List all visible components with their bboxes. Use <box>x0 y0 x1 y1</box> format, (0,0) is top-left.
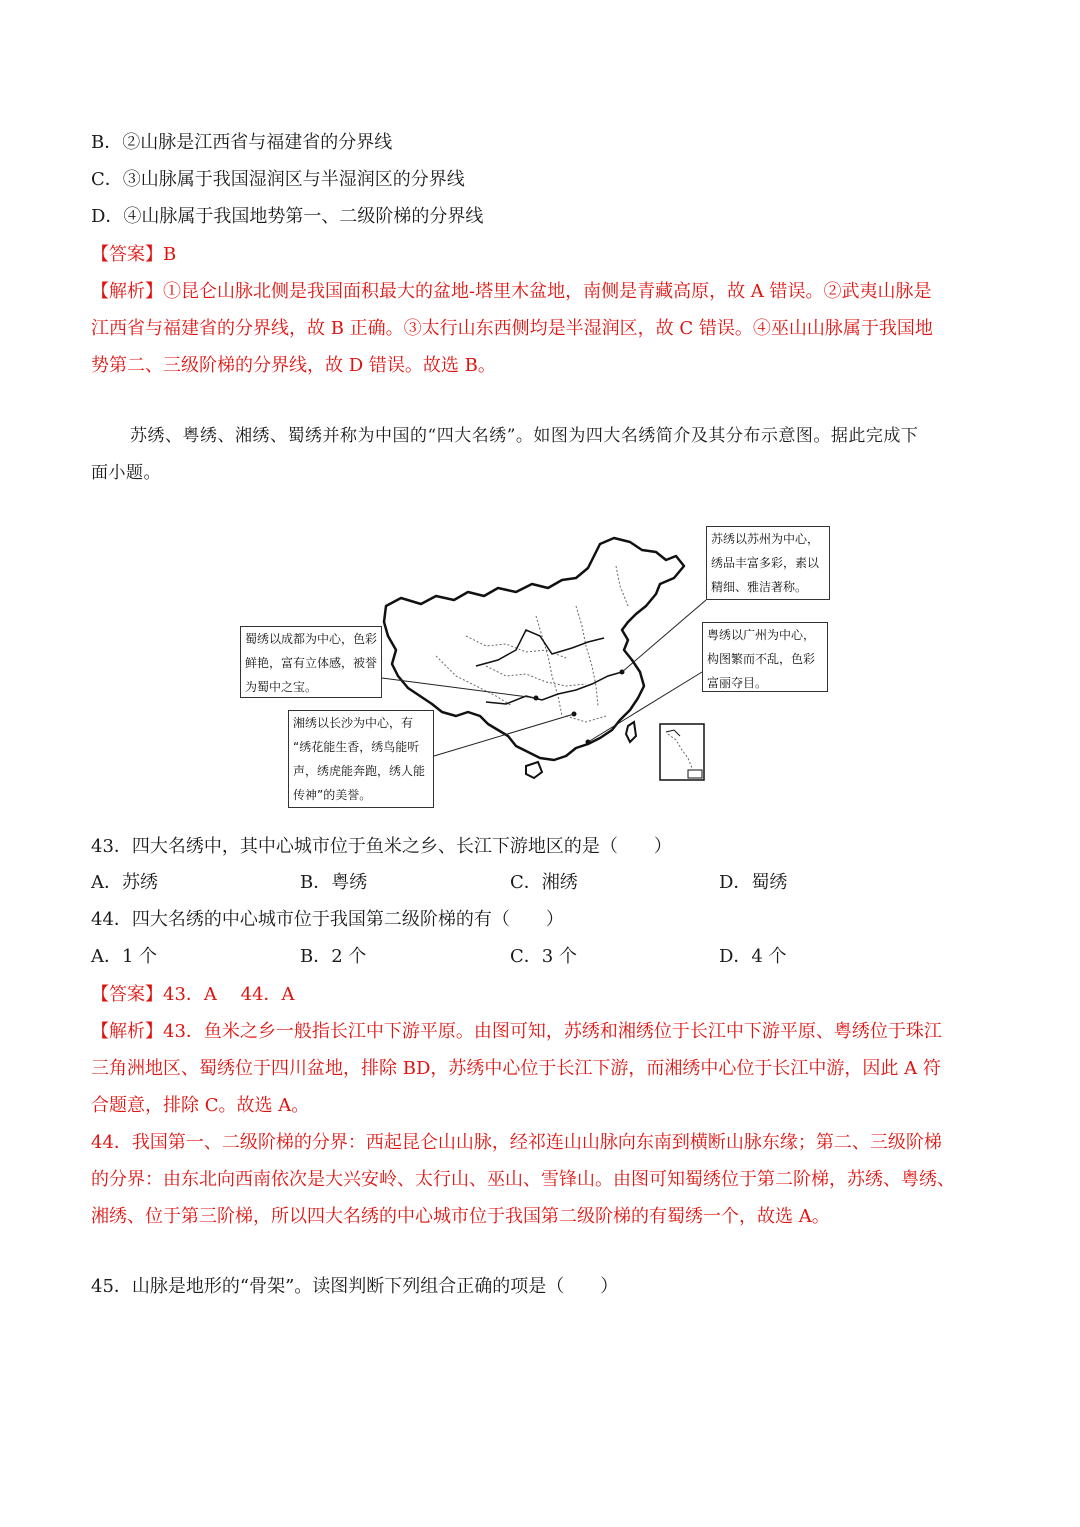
question-43-stem: 43．四大名绣中，其中心城市位于鱼米之乡、长江下游地区的是（ ） <box>91 836 672 857</box>
hainan-island <box>526 762 542 778</box>
analysis-line-3: 合题意，排除 C。故选 A。 <box>91 1095 310 1116</box>
analysis-prev-line-3: 势第二、三级阶梯的分界线，故 D 错误。故选 B。 <box>91 355 496 376</box>
intro-line-1: 苏绣、粤绣、湘绣、蜀绣并称为中国的“四大名绣”。如图为四大名绣简介及其分布示意图。据此完成下 <box>130 426 919 446</box>
caption-yuexiu: 粤绣以广州为中心， 构图繁而不乱，色彩 富丽夺目。 <box>702 622 828 692</box>
q43-option-a: A．苏绣 <box>91 872 158 893</box>
q44-option-c: C．3 个 <box>510 946 577 967</box>
question-44-options <box>91 946 991 968</box>
q44-option-d: D．4 个 <box>719 946 787 967</box>
analysis-line-2: 三角洲地区、蜀绣位于四川盆地，排除 BD，苏绣中心位于长江下游，而湘绣中心位于长江中游，因此 A 符 <box>91 1058 941 1079</box>
analysis-prev-line-1: 【解析】①昆仑山脉北侧是我国面积最大的盆地-塔里木盆地，南侧是青藏高原，故 A 错误。②武夷山脉是 <box>91 281 932 302</box>
question-45-stem: 45．山脉是地形的“骨架”。读图判断下列组合正确的项是（ ） <box>91 1276 619 1297</box>
q44-option-a: A．1 个 <box>91 946 158 967</box>
caption-shuxiu: 蜀绣以成都为中心，色彩 鲜艳，富有立体感，被誉 为蜀中之宝。 <box>240 626 382 698</box>
caption-xiangxiu: 湘绣以长沙为中心，有 “绣花能生香，绣鸟能听 声，绣虎能奔跑，绣人能 传神”的美誉。 <box>288 710 434 808</box>
south-china-sea-inset <box>660 724 704 780</box>
option-b-prev: B．②山脉是江西省与福建省的分界线 <box>91 132 393 153</box>
q43-option-b: B．粤绣 <box>300 872 368 893</box>
analysis-prev-line-2: 江西省与福建省的分界线，故 B 正确。③太行山东西侧均是半湿润区，故 C 错误。④巫山山脉属于我国地 <box>91 318 933 339</box>
embroidery-map-figure <box>236 526 832 810</box>
taiwan-island <box>626 722 636 742</box>
question-44-stem: 44．四大名绣的中心城市位于我国第二级阶梯的有（ ） <box>91 909 564 930</box>
analysis-line-5: 的分界：由东北向西南依次是大兴安岭、太行山、巫山、雪锋山。由图可知蜀绣位于第二阶梯，苏绣、粤绣、 <box>91 1169 955 1190</box>
intro-line-2: 面小题。 <box>91 463 161 483</box>
option-c-prev: C．③山脉属于我国湿润区与半湿润区的分界线 <box>91 169 465 190</box>
q44-option-b: B．2 个 <box>300 946 367 967</box>
caption-suxiu: 苏绣以苏州为中心， 绣品丰富多彩，素以 精细、雅洁著称。 <box>706 526 830 600</box>
analysis-line-1: 【解析】43．鱼米之乡一般指长江中下游平原。由图可知，苏绣和湘绣位于长江中下游平原、粤绣位于珠江 <box>91 1021 942 1042</box>
answer-prev: 【答案】B <box>91 244 177 265</box>
q43-option-d: D．蜀绣 <box>719 872 788 893</box>
analysis-line-4: 44．我国第一、二级阶梯的分界：西起昆仑山山脉，经祁连山山脉向东南到横断山脉东缘；第二、三级阶梯 <box>91 1132 942 1153</box>
answer-43-44: 【答案】43．A 44．A <box>91 984 295 1005</box>
question-43-options <box>91 872 991 894</box>
option-d-prev: D．④山脉属于我国地势第一、二级阶梯的分界线 <box>91 206 484 227</box>
analysis-line-6: 湘绣、位于第三阶梯，所以四大名绣的中心城市位于我国第二级阶梯的有蜀绣一个，故选 A。 <box>91 1206 830 1227</box>
q43-option-c: C．湘绣 <box>510 872 578 893</box>
